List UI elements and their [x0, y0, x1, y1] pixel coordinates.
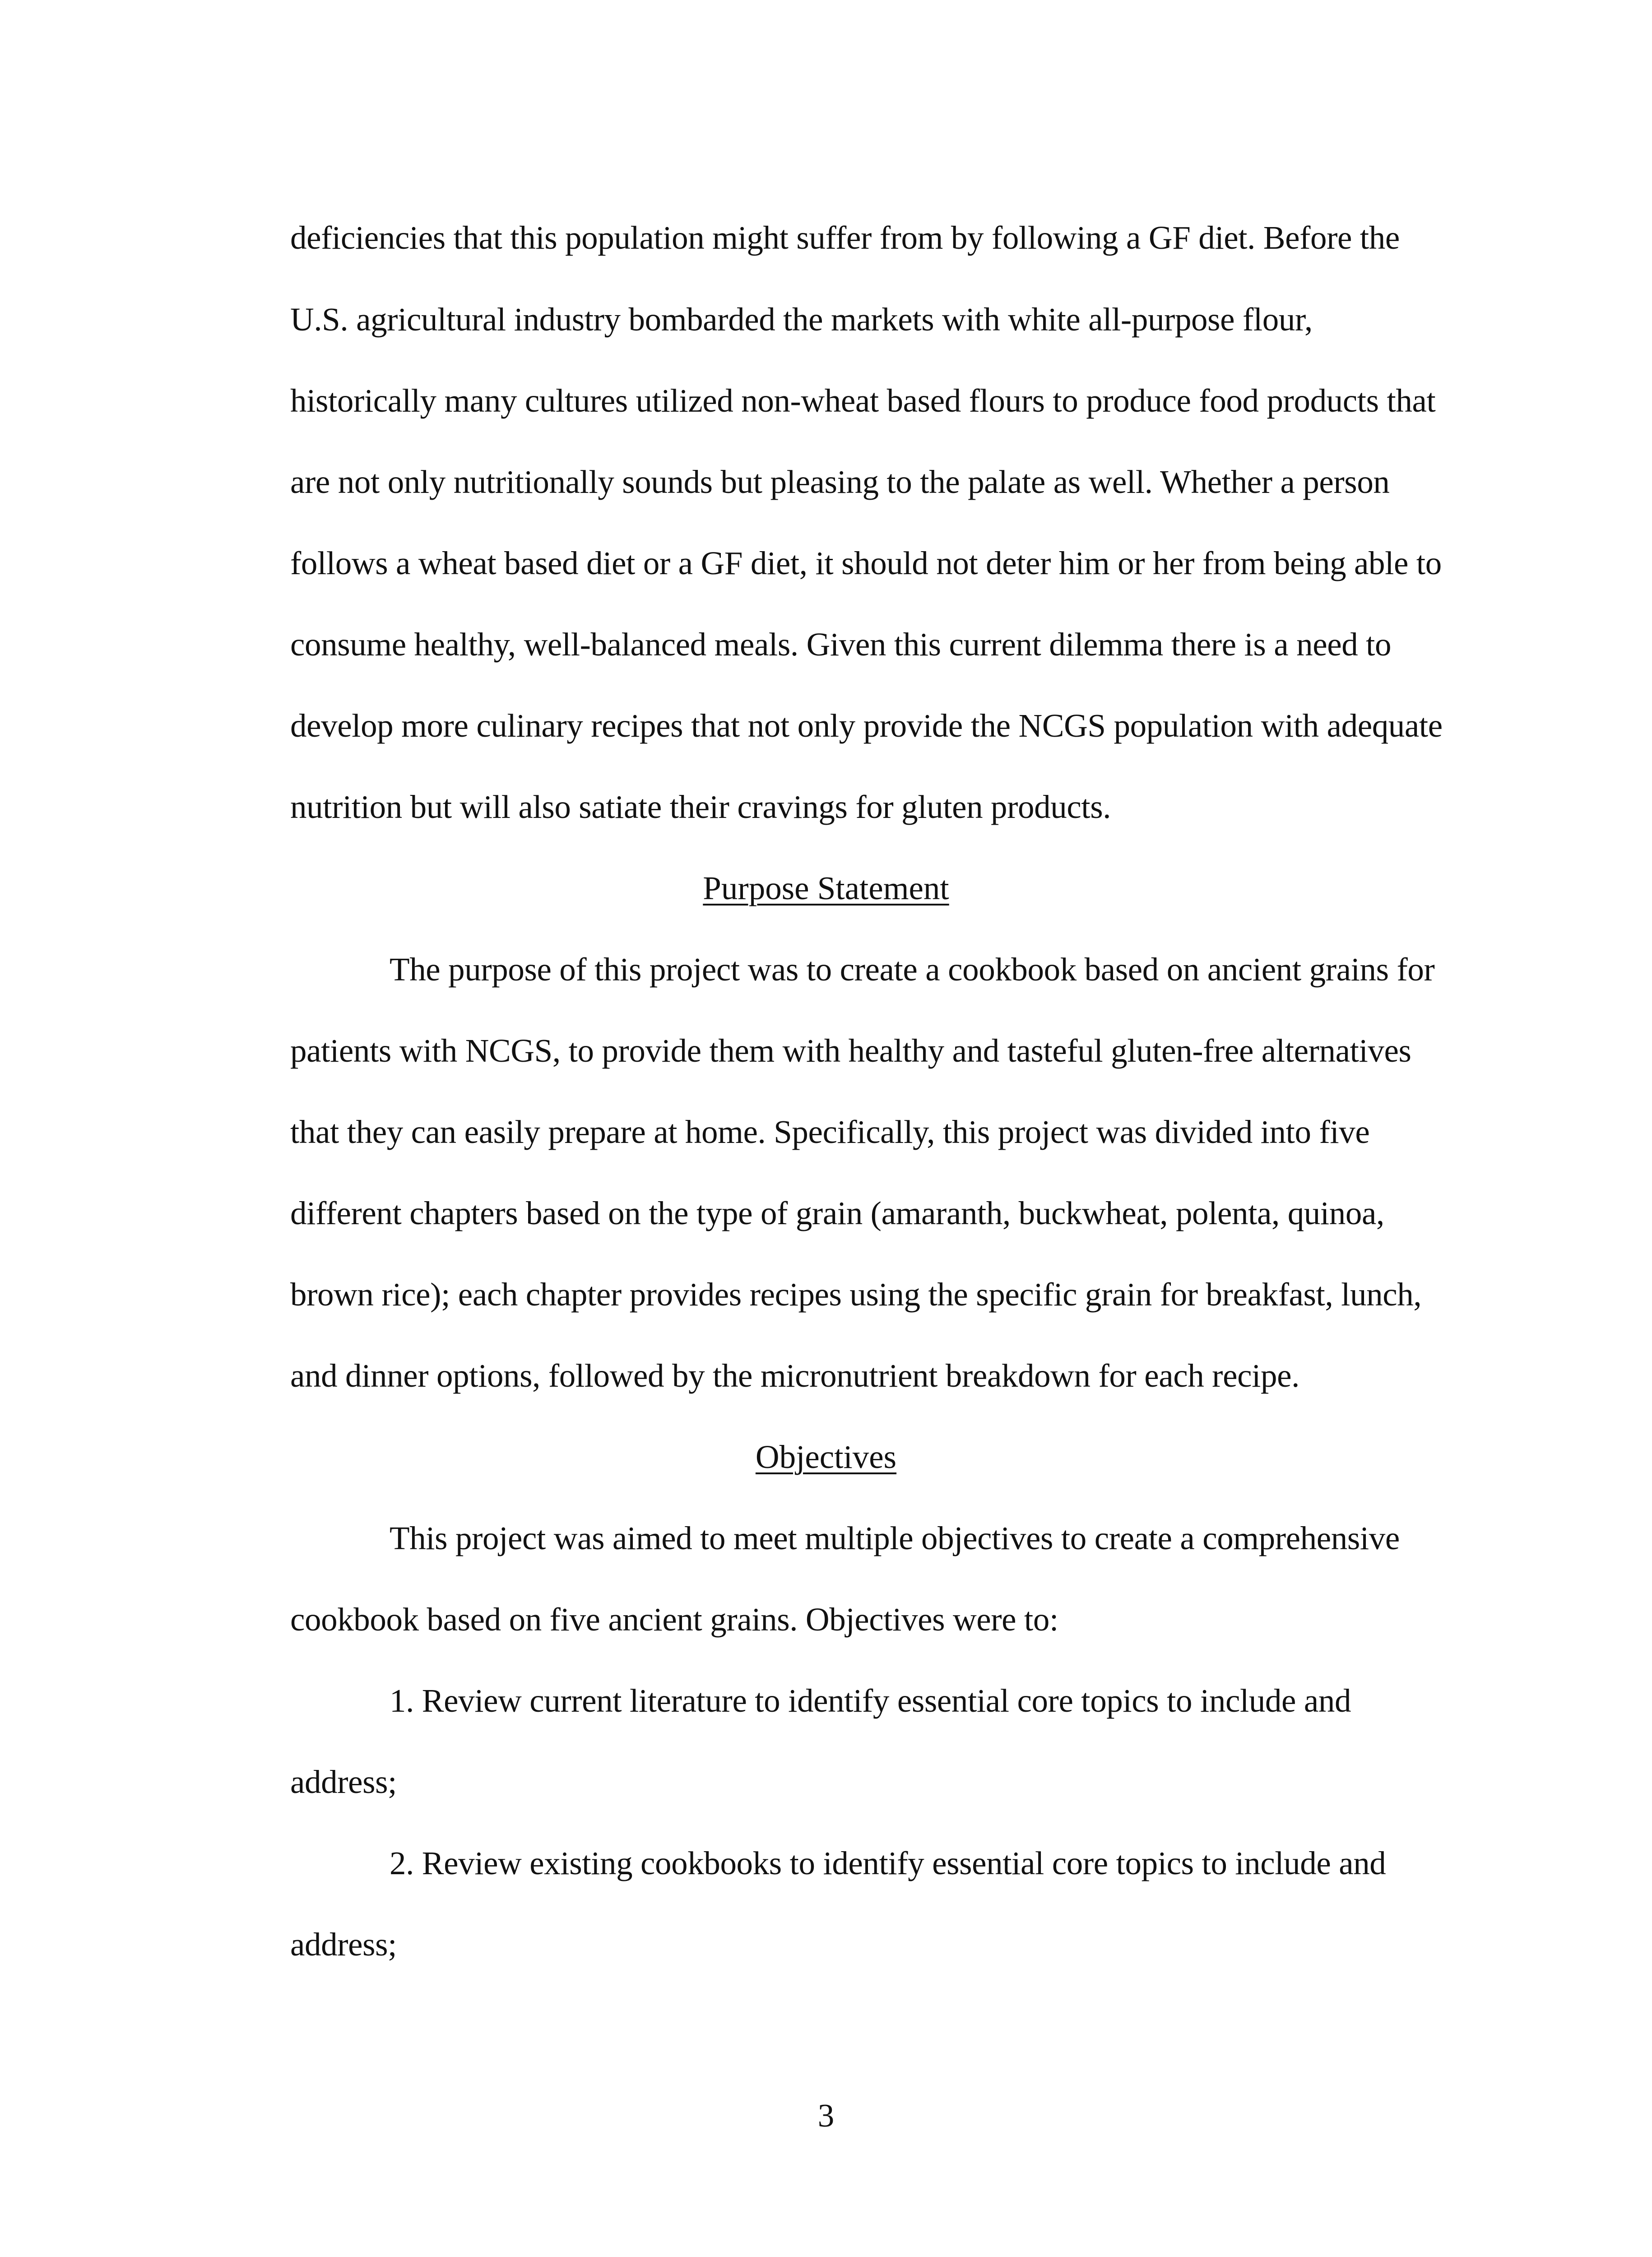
objective-item-1: 1. Review current literature to identify essential core topics to include and	[390, 1682, 1351, 1719]
body-text-line: that they can easily prepare at home. Specifically, this project was divided into five	[290, 1114, 1370, 1150]
body-text-line: are not only nutritionally sounds but pleasing to the palate as well. Whether a person	[290, 464, 1390, 500]
body-text-line: This project was aimed to meet multiple objectives to create a comprehensive	[390, 1520, 1400, 1556]
objective-item-1-continuation: address;	[290, 1764, 397, 1800]
body-text-line: nutrition but will also satiate their cravings for gluten products.	[290, 789, 1111, 825]
section-heading-objectives-text: Objectives	[755, 1439, 897, 1475]
body-text-line: brown rice); each chapter provides recipes using the specific grain for breakfast, lunch,	[290, 1276, 1422, 1313]
body-text-line: cookbook based on five ancient grains. Objectives were to:	[290, 1601, 1058, 1638]
section-heading-purpose-text: Purpose Statement	[703, 870, 949, 906]
body-text-line: and dinner options, followed by the micronutrient breakdown for each recipe.	[290, 1357, 1299, 1394]
section-heading-purpose	[0, 868, 1652, 909]
body-text-line: different chapters based on the type of grain (amaranth, buckwheat, polenta, quinoa,	[290, 1195, 1384, 1231]
body-text-line: The purpose of this project was to create a cookbook based on ancient grains for	[390, 951, 1435, 988]
body-text-line: U.S. agricultural industry bombarded the markets with white all-purpose flour,	[290, 301, 1313, 338]
body-text-line: deficiencies that this population might suffer from by following a GF diet. Before the	[290, 219, 1400, 256]
body-text-line: patients with NCGS, to provide them with healthy and tasteful gluten-free alternatives	[290, 1032, 1411, 1069]
body-text-line: follows a wheat based diet or a GF diet, it should not deter him or her from being able to	[290, 545, 1442, 581]
body-text-line: develop more culinary recipes that not only provide the NCGS population with adequate	[290, 707, 1443, 744]
objective-item-2: 2. Review existing cookbooks to identify essential core topics to include and	[390, 1845, 1386, 1881]
body-text-line: historically many cultures utilized non-wheat based flours to produce food products that	[290, 382, 1436, 419]
page-number: 3	[817, 2097, 835, 2134]
section-heading-objectives	[0, 1437, 1652, 1477]
body-text-line: consume healthy, well-balanced meals. Given this current dilemma there is a need to	[290, 626, 1392, 663]
objective-item-2-continuation: address;	[290, 1926, 397, 1963]
